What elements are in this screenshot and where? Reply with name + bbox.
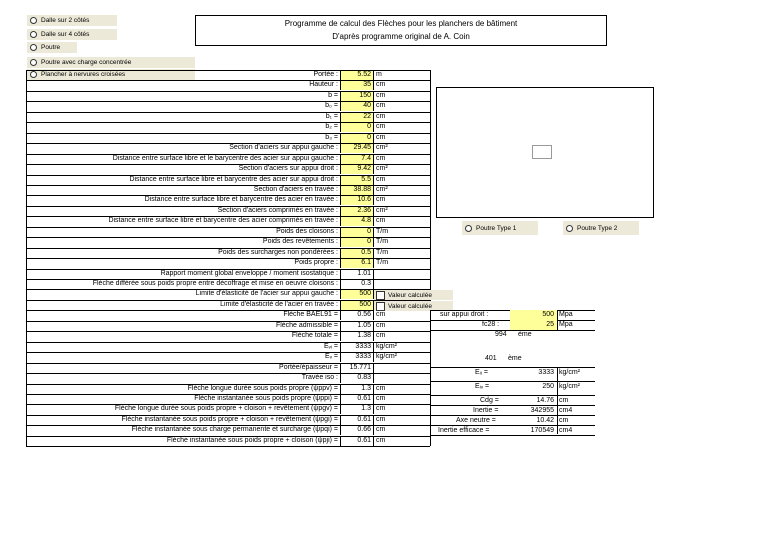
table-row <box>26 112 430 122</box>
table-row <box>26 185 430 195</box>
row-value[interactable]: 5.52 <box>341 70 373 80</box>
checkbox-icon <box>376 291 385 300</box>
row-unit: cm <box>373 195 430 205</box>
row-label: Section d'aciers sur appui gauche : <box>26 143 341 153</box>
eii-label: Eᵢᵢ = <box>475 369 488 376</box>
inertie-label: Inertie = <box>473 407 499 414</box>
row-label: Distance entre surface libre et le barycentre des acier sur appui gauche : <box>26 154 341 164</box>
radio-icon <box>30 31 37 38</box>
table-row <box>26 248 430 258</box>
e1-unit: ème <box>518 331 532 338</box>
row-unit <box>373 279 430 289</box>
table-row <box>26 216 430 226</box>
row-label: Flèche admissible = <box>26 321 341 331</box>
row-unit: kg/cm² <box>373 352 430 362</box>
table-row <box>26 289 430 299</box>
row-value[interactable]: 9.42 <box>341 164 373 174</box>
row-unit: cm <box>373 122 430 132</box>
table-row <box>26 269 430 279</box>
row-value: 1.38 <box>357 332 371 340</box>
row-label: Section d'aciers sur appui droit : <box>26 164 341 174</box>
row-value[interactable]: 10.6 <box>341 195 373 205</box>
row-value[interactable]: 0 <box>341 237 373 247</box>
row-unit: T/m <box>373 248 430 258</box>
row-label: Flèche totale = <box>26 331 341 341</box>
valeur-calculee-checkbox-2[interactable]: Valeur calculée <box>374 301 453 311</box>
row-label: Distance entre surface libre et barycentre des acier comprimés en travée : <box>26 216 341 226</box>
table-row <box>26 101 430 111</box>
row-unit: cm² <box>373 206 430 216</box>
table-row <box>26 175 430 185</box>
row-value: 0.3 <box>361 280 371 287</box>
row-value[interactable]: 6.1 <box>341 258 373 268</box>
radio-icon <box>30 44 37 51</box>
appui-droit-label: sur appui droit : <box>440 311 489 318</box>
row-label: Travée iso : <box>26 373 341 383</box>
table-row <box>26 394 430 404</box>
row-label: Distance entre surface libre et barycentre des acier sur appui droit : <box>26 175 341 185</box>
table-row <box>26 404 430 414</box>
option-dalle-2-cotes[interactable]: Dalle sur 2 côtés <box>27 15 117 26</box>
table-row <box>26 436 430 446</box>
row-value: 1.01 <box>357 269 371 277</box>
e2-unit: ème <box>508 355 522 362</box>
row-unit: cm <box>373 154 430 164</box>
e1-value: 994 <box>495 331 507 338</box>
table-row <box>26 206 430 216</box>
row-unit: T/m <box>373 258 430 268</box>
section-preview-box <box>436 87 654 218</box>
row-value[interactable]: 22 <box>341 112 373 122</box>
inertie-efficace-label: Inertie efficace = <box>438 427 490 434</box>
row-label: Rapport moment global enveloppe / moment isostatique : <box>26 269 341 279</box>
row-value: 1.3 <box>361 405 371 413</box>
table-row <box>26 384 430 394</box>
radio-icon <box>30 59 37 66</box>
eii-unit: kg/cm² <box>559 369 580 376</box>
row-unit: cm <box>373 175 430 185</box>
row-value[interactable]: 500 <box>341 300 373 310</box>
row-label: b = <box>26 91 341 101</box>
row-value: 0.83 <box>357 374 371 382</box>
checkbox-icon <box>376 302 385 311</box>
inertie-efficace-value: 170549 <box>530 427 554 434</box>
row-label: b₀ = <box>26 101 341 111</box>
row-unit: T/m <box>373 237 430 247</box>
row-unit: kg/cm² <box>373 342 430 352</box>
row-label: Limite d'élasticité de l'acier sur appui gauche : <box>26 289 341 299</box>
row-value: 0.61 <box>357 394 371 402</box>
radio-icon <box>30 17 37 24</box>
table-row <box>26 321 430 331</box>
row-unit: cm <box>373 394 430 404</box>
row-value: 0.66 <box>357 426 371 434</box>
row-unit: cm <box>373 112 430 122</box>
row-label: Flèche longue durée sous poids propre (ψppv) = <box>26 384 341 394</box>
table-row <box>26 258 430 268</box>
row-value[interactable]: 2.36 <box>341 206 373 216</box>
row-value[interactable]: 38.88 <box>341 185 373 195</box>
fc28-label: fc28 : <box>482 321 500 328</box>
row-label: b₂ = <box>26 122 341 132</box>
row-value[interactable]: 4.8 <box>341 216 373 226</box>
row-label: Poids des revêtements : <box>26 237 341 247</box>
row-value: 0.61 <box>357 415 371 423</box>
inertie-value: 342955 <box>530 407 554 414</box>
inertie-unit: cm4 <box>559 407 573 414</box>
eii-value: 3333 <box>538 369 554 376</box>
table-row <box>26 352 430 362</box>
row-value[interactable]: 7.4 <box>341 154 373 164</box>
title-line-1: Programme de calcul des Flèches pour les planchers de bâtiment <box>284 19 518 28</box>
fc28-unit: Mpa <box>559 321 573 328</box>
row-label: Flèche instantanée sous poids propre (ψppi) = <box>26 394 341 404</box>
axe-neutre-value: 10.42 <box>536 417 554 424</box>
table-row <box>26 310 430 320</box>
row-label: Limite d'élasticité de l'acier en travée : <box>26 300 341 310</box>
table-row <box>26 133 430 143</box>
option-plancher-nervures[interactable]: Plancher à nervures croisées <box>27 69 195 80</box>
row-label: Section d'aciers en travée : <box>26 185 341 195</box>
row-label: Portée : <box>26 70 341 80</box>
cdg-label: Cdg = <box>480 397 499 404</box>
e2-value: 401 <box>485 355 497 362</box>
fc28-value[interactable]: 25 <box>510 320 557 330</box>
row-unit: cm <box>373 331 430 341</box>
table-row <box>26 331 430 341</box>
right-results <box>430 310 595 440</box>
option-dalle-4-cotes[interactable]: Dalle sur 4 côtés <box>27 29 117 40</box>
row-unit: cm <box>373 216 430 226</box>
radio-icon <box>465 225 472 232</box>
appui-droit-value[interactable]: 500 <box>510 310 557 320</box>
row-label: Hauteur : <box>26 80 341 90</box>
row-label: Poids propre : <box>26 258 341 268</box>
option-poutre[interactable]: Poutre <box>27 42 77 53</box>
table-row <box>26 122 430 132</box>
title-box <box>195 15 607 46</box>
table-row <box>26 70 430 80</box>
row-value[interactable]: 150 <box>341 91 373 101</box>
table-row <box>26 363 430 373</box>
row-label: Flèche différée sous poids propre entre décoffrage et mise en oeuvre cloisons : <box>26 279 341 289</box>
row-value: 1.05 <box>357 321 371 329</box>
row-label: Eᵥᵢ = <box>26 342 341 352</box>
axe-neutre-unit: cm <box>559 417 569 424</box>
row-unit: cm <box>373 415 430 425</box>
row-label: Poids des cloisons : <box>26 227 341 237</box>
row-value[interactable]: 0 <box>341 133 373 143</box>
row-label: Flèche BAEL91 = <box>26 310 341 320</box>
table-row <box>26 342 430 352</box>
table-row <box>26 91 430 101</box>
row-unit: m <box>373 70 430 80</box>
row-value[interactable]: 5.5 <box>341 175 373 185</box>
row-value: 3333 <box>355 353 371 361</box>
eiv-value: 250 <box>542 383 554 390</box>
appui-droit-unit: Mpa <box>559 311 573 318</box>
row-unit: cm <box>373 101 430 111</box>
table-row <box>26 300 430 310</box>
row-unit: cm <box>373 436 430 446</box>
row-value: 1.3 <box>361 384 371 392</box>
row-unit: T/m <box>373 227 430 237</box>
row-label: b₃ = <box>26 133 341 143</box>
row-value[interactable]: 35 <box>341 80 373 90</box>
axe-neutre-label: Axe neutre = <box>456 417 496 424</box>
row-label: Flèche instantanée sous poids propre + cloison + revêtement (ψpgi) = <box>26 415 341 425</box>
row-label: Flèche instantanée sous poids propre + cloison (ψpji) = <box>26 436 341 446</box>
row-value[interactable]: 0 <box>341 122 373 132</box>
valeur-calculee-checkbox-1[interactable]: Valeur calculée <box>374 290 453 300</box>
table-row <box>26 80 430 90</box>
row-label: Poids des surcharges non pondérées : <box>26 248 341 258</box>
radio-icon <box>566 225 573 232</box>
table-row <box>26 373 430 383</box>
eiv-unit: kg/cm² <box>559 383 580 390</box>
row-value: 0.56 <box>357 311 371 319</box>
row-value[interactable]: 500 <box>341 289 373 299</box>
row-value: 0.61 <box>357 436 371 444</box>
row-label: Eᵥ = <box>26 352 341 362</box>
row-label: Section d'aciers comprimés en travée : <box>26 206 341 216</box>
table-row <box>26 279 430 289</box>
table-row <box>26 164 430 174</box>
row-unit: cm <box>373 133 430 143</box>
row-label: Distance entre surface libre et barycentre des acier en travée : <box>26 195 341 205</box>
table-row <box>26 415 430 425</box>
row-unit: cm <box>373 321 430 331</box>
row-value[interactable]: 0.5 <box>341 248 373 258</box>
table-row <box>26 227 430 237</box>
row-unit: cm <box>373 310 430 320</box>
poutre-type-2-button[interactable]: Poutre Type 2 <box>563 221 639 235</box>
cdg-unit: cm <box>559 397 569 404</box>
table-row <box>26 237 430 247</box>
row-unit <box>373 373 430 383</box>
row-unit: cm² <box>373 164 430 174</box>
row-unit: cm <box>373 404 430 414</box>
table-row <box>26 425 430 435</box>
inertie-efficace-unit: cm4 <box>559 427 573 434</box>
option-poutre-charge-concentree[interactable]: Poutre avec charge concentrée <box>27 57 195 68</box>
eiv-label: Eᵢᵥ = <box>475 383 490 390</box>
broken-image-icon <box>532 145 552 159</box>
row-unit: cm <box>373 425 430 435</box>
row-unit: cm <box>373 91 430 101</box>
row-label: Flèche instantanée sous charge permanente et surcharge (ψpqi) = <box>26 425 341 435</box>
input-table <box>26 70 430 447</box>
title-line-2: D'après programme original de A. Coin <box>332 32 470 41</box>
row-unit <box>373 363 430 373</box>
row-value[interactable]: 40 <box>341 101 373 111</box>
table-row <box>26 195 430 205</box>
row-unit: cm² <box>373 185 430 195</box>
row-unit: cm <box>373 80 430 90</box>
row-value[interactable]: 29.45 <box>341 143 373 153</box>
poutre-type-1-button[interactable]: Poutre Type 1 <box>462 221 538 235</box>
row-value: 3333 <box>355 342 371 350</box>
row-unit: cm <box>373 384 430 394</box>
table-row <box>26 143 430 153</box>
row-unit <box>373 269 430 279</box>
row-unit: cm² <box>373 143 430 153</box>
row-value: 15.771 <box>349 363 371 371</box>
row-label: b₁ = <box>26 112 341 122</box>
row-value[interactable]: 0 <box>341 227 373 237</box>
table-row <box>26 154 430 164</box>
row-label: Portée/épaisseur = <box>26 363 341 373</box>
cdg-value: 14.76 <box>536 397 554 404</box>
row-label: Flèche longue durée sous poids propre + cloison + revêtement (ψpgv) = <box>26 404 341 414</box>
